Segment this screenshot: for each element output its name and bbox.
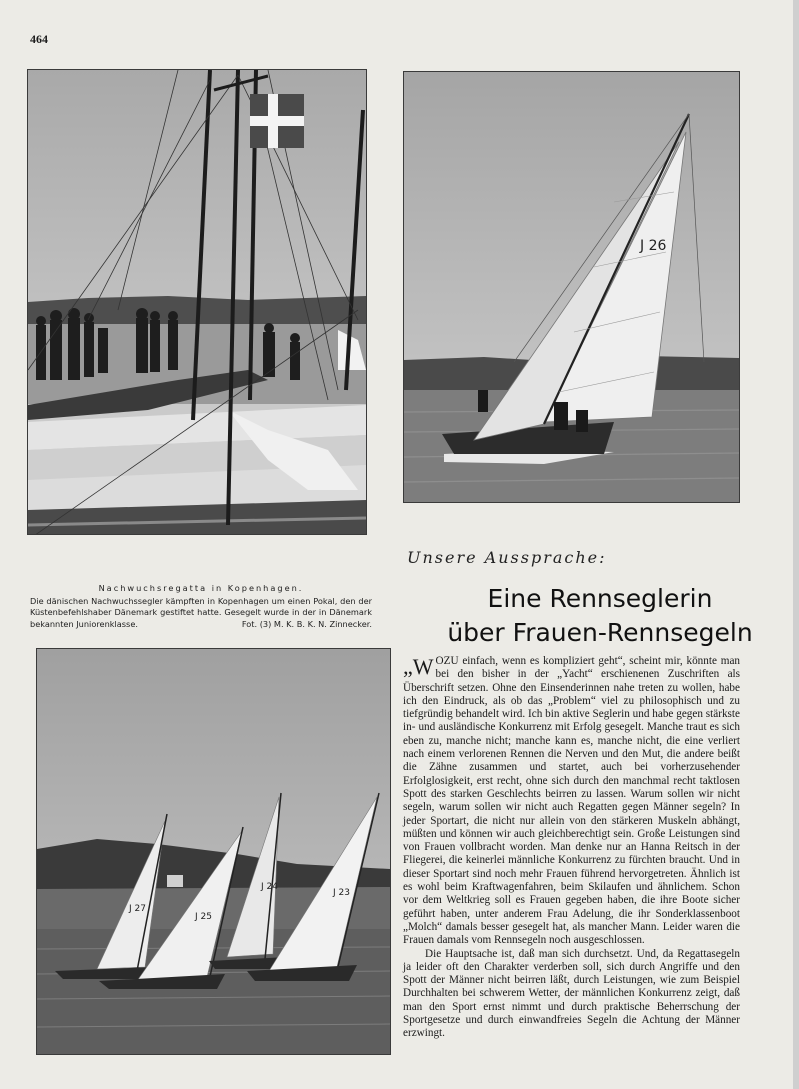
photo-credit: Fot. (3) M. K. B. K. N. Zinnecker. <box>241 618 372 629</box>
sailboat-photo <box>403 71 740 503</box>
article-body <box>403 655 740 1041</box>
caption-text: Die dänischen Nachwuchssegler kämpften in Kopenhagen um einen Pokal, den der Küstenbefehlshaber Dänemark gestiftet hatte. Gesegelt wurde in der in Dänemark bekannten Juniorenklasse. <box>30 595 372 629</box>
caption-title: Nachwuchsregatta in Kopenhagen. <box>98 583 304 593</box>
regatta-sail-2: J 25 <box>195 912 212 922</box>
drop-cap: „W <box>403 654 434 679</box>
harbor-photo <box>27 69 367 535</box>
regatta-photo <box>36 648 391 1055</box>
article-headline <box>404 582 796 650</box>
headline-line-1: Eine Rennseglerin <box>487 584 713 613</box>
regatta-sail-4: J 23 <box>333 888 350 898</box>
headline-line-2: über Frauen-Rennsegeln <box>447 618 753 647</box>
photo-caption <box>30 583 372 630</box>
caption-body <box>30 596 372 631</box>
paragraph-1-text: OZU einfach, wenn es kompliziert geht“, scheint mir, könnte man bei den bisher in der „Yacht“ erschienenen Zuschriften als Überschrift setzen. Ohne den Einsenderinnen nahe treten zu wollen, habe ich den Eindruck, als ob das „Problem“ viel zu philosophisch und zu tiefgründig behandelt wird. Ich bin aktive Seglerin und habe gegen stärkste in- und ausländische Konkurrenz mit Erfolg gesegelt. Manche traut es sich eben zu, manche nicht; manche kann es, manche nicht, die eine verliert nach einem verlorenen Rennen die Nerven und den Mut, die andere beißt die Zähne zusammen und startet, auch bei vorherzusehender Erfolglosigkeit, erst recht, ohne sich durch den manchmal recht taktlosen Spott des starken Geschlechts beirren zu lassen. Warum sollen wir nicht segeln, warum sollen wir nicht auch Regatten gegen Männer segeln? In jeder Sportart, die nicht nur allein von den stärkeren Muskeln abhängt, müßten und können wir auch gleichberechtigt sein. Große Leistungen sind von Frauen vollbracht worden. Man denke nur an Hanna Reitsch in der Fliegerei, die keinerlei männliche Konkurrenz zu fürchten braucht. Und in dieser Sportart sind noch mehr Frauen führend hervorgetreten. Ähnlich ist es wohl beim Kraftwagenfahren, beim Skilaufen und ähnlichem. Schon vor dem Weltkrieg soll es Frauen gegeben haben, die ihre Boote sicher geführt haben, unter anderem Frau Adelung, die ihr Sonderklassenboot „Molch“ damals besser gesegelt hat, als mancher Mann. Leider waren die Frauen damals vom Rennsegeln noch ausgeschlossen. <box>403 655 740 947</box>
article-paragraph-1 <box>403 655 740 948</box>
page-number: 464 <box>30 32 48 46</box>
regatta-sail-3: J 24 <box>261 882 278 892</box>
article-paragraph-2: Die Hauptsache ist, daß man sich durchsetzt. Und, da Regattasegeln ja leider oft den Charakter verderben soll, sich durch Angriffe und den Spott der Männer nicht beirren läßt, durch Leistungen, wie zum Beispiel Durchhalten bei schwerem Wetter, der männlichen Konkurrenz zeigt, daß man den Sport ernst nimmt und durch praktische Beherrschung der Sportgesetze und durch einwandfreies Segeln die Achtung der Männer erzwingt. <box>403 947 740 1040</box>
page-edge-shadow <box>793 0 799 1089</box>
regatta-sail-1: J 27 <box>129 904 146 914</box>
sail-number-label: J 26 <box>640 238 667 254</box>
section-rubric: Unsere Aussprache: <box>407 548 607 567</box>
